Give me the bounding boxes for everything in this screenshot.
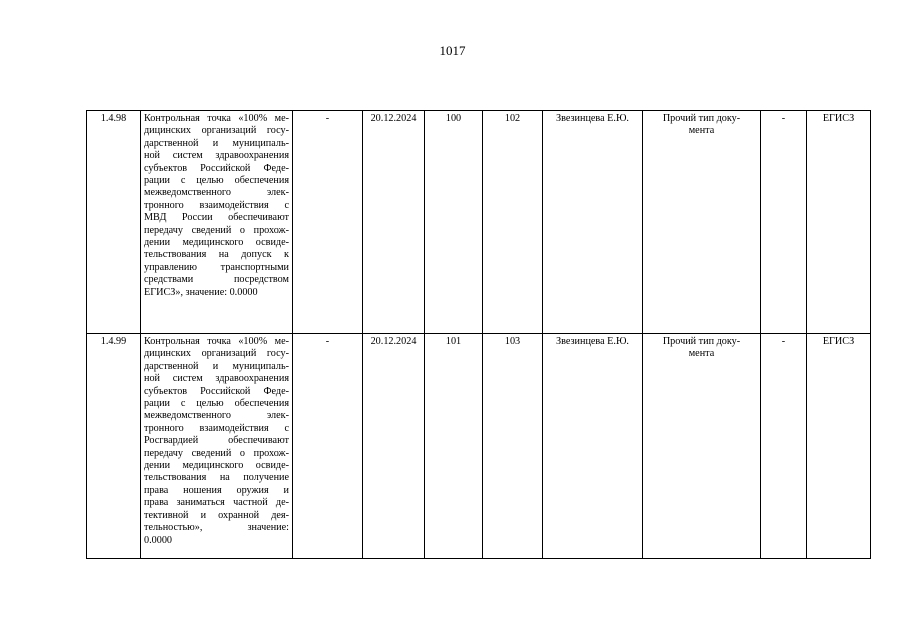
date-cell: 20.12.2024 — [363, 111, 425, 334]
description-line: тронного взаимодействия с — [144, 199, 289, 211]
description-line: Контрольная точка «100% ме- — [144, 113, 289, 124]
value-cell: 101 — [425, 334, 483, 559]
control-point-description — [141, 334, 293, 559]
description-line: межведомственного элек- — [144, 187, 289, 199]
description-line: ЕГИСЗ», значение: 0.0000 — [144, 286, 258, 298]
responsible-person: Звезинцева Е.Ю. — [543, 334, 643, 559]
description-line: дении медицинского освиде- — [144, 460, 289, 472]
control-point-description — [141, 111, 293, 334]
system-cell: ЕГИСЗ — [807, 334, 871, 559]
description-line: субъектов Российской Феде- — [144, 162, 289, 174]
description-line: рации с целью обеспечения — [144, 175, 289, 187]
description-line: тельствования на допуск к — [144, 249, 289, 261]
document-type — [643, 334, 761, 559]
dash-cell: - — [761, 111, 807, 334]
table-row — [87, 111, 871, 334]
row-number: 1.4.99 — [87, 334, 141, 559]
description-line: передачу сведений о прохож- — [144, 447, 289, 459]
page-number: 1017 — [439, 43, 466, 58]
document-type-line: Прочий тип доку- — [662, 113, 741, 124]
dash-cell: - — [293, 111, 363, 334]
document-type-line: Прочий тип доку- — [662, 336, 741, 347]
document-type-line: мента — [688, 125, 715, 137]
value-cell: 100 — [425, 111, 483, 334]
row-number: 1.4.98 — [87, 111, 141, 334]
description-line: управлению транспортными — [144, 261, 289, 273]
description-line: МВД России обеспечивают — [144, 212, 289, 224]
description-line: дицинских организаций госу- — [144, 125, 289, 137]
value-cell: 102 — [483, 111, 543, 334]
description-line: Контрольная точка «100% ме- — [144, 336, 289, 347]
description-line: тельностью», значение: — [144, 522, 289, 534]
description-line: межведомственного элек- — [144, 410, 289, 422]
description-line: права ношения оружия и — [144, 484, 289, 496]
description-line: тективной и охранной дея- — [144, 509, 289, 521]
description-line: средствами посредством — [144, 274, 289, 286]
description-line: тельствования на получение — [144, 472, 289, 484]
description-line: ной систем здравоохранения — [144, 150, 289, 162]
control-points-table — [86, 110, 871, 559]
description-line: ной систем здравоохранения — [144, 373, 289, 385]
description-line: Росгвардией обеспечивают — [144, 435, 289, 447]
description-line: субъектов Российской Феде- — [144, 385, 289, 397]
dash-cell: - — [293, 334, 363, 559]
date-cell: 20.12.2024 — [363, 334, 425, 559]
description-line: дицинских организаций госу- — [144, 348, 289, 360]
system-cell: ЕГИСЗ — [807, 111, 871, 334]
document-type-line: мента — [688, 348, 715, 360]
table-row — [87, 334, 871, 559]
description-line: дарственной и муниципаль- — [144, 360, 289, 372]
description-line: рации с целью обеспечения — [144, 398, 289, 410]
description-line: 0.0000 — [144, 534, 173, 546]
description-line: дении медицинского освиде- — [144, 237, 289, 249]
dash-cell: - — [761, 334, 807, 559]
document-type — [643, 111, 761, 334]
description-line: права заниматься частной де- — [144, 497, 289, 509]
responsible-person: Звезинцева Е.Ю. — [543, 111, 643, 334]
description-line: передачу сведений о прохож- — [144, 224, 289, 236]
value-cell: 103 — [483, 334, 543, 559]
description-line: тронного взаимодействия с — [144, 422, 289, 434]
description-line: дарственной и муниципаль- — [144, 137, 289, 149]
